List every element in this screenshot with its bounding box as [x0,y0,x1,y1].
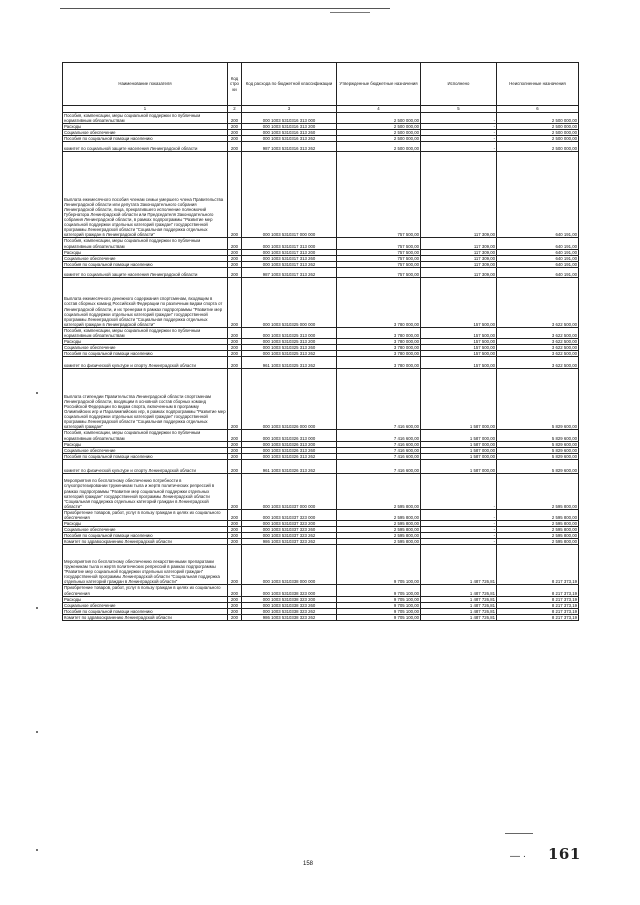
header-executed: Исполнено [421,63,497,106]
row-unexecuted: 3 622 500,00 [497,357,579,369]
row-line-code: 200 [228,255,242,261]
row-executed: 157 500,00 [421,357,497,369]
row-line-code: 200 [228,152,242,238]
row-approved: 7 416 600,00 [337,459,421,473]
row-approved: 3 780 000,00 [337,277,421,327]
row-executed: 1 487 726,81 [421,585,497,596]
row-executed: 1 487 726,81 [421,608,497,614]
row-name: Социальное обеспечение [63,255,228,261]
row-budget-code: 000 1003 5310338 323 262 [242,608,337,614]
column-number: 4 [337,106,421,113]
row-line-code: 200 [228,509,242,520]
row-executed: 1 487 726,81 [421,596,497,602]
sheet-stamp-number: 161 [548,845,581,863]
row-name: Социальное обеспечение [63,527,228,533]
row-approved: 9 705 100,00 [337,602,421,608]
row-budget-code: 000 1003 5310337 323 262 [242,533,337,539]
row-unexecuted: 640 191,00 [497,152,579,238]
table-row [63,459,579,473]
row-executed: - [421,124,497,130]
row-name: Расходы [63,441,228,447]
row-approved: 7 416 600,00 [337,430,421,441]
table-row [63,545,579,585]
row-approved: 3 780 000,00 [337,345,421,351]
row-name: комитет по социальной защите населения Ленинградской области [63,142,228,152]
row-approved: 2 595 800,00 [337,527,421,533]
row-line-code: 200 [228,596,242,602]
row-budget-code: 000 1003 5310317 313 200 [242,249,337,255]
row-executed: 1 587 000,00 [421,369,497,430]
header-indicator-name: Наименование показателя [63,63,228,106]
table-body [63,113,579,621]
row-budget-code: 000 1003 5310325 313 260 [242,345,337,351]
row-line-code: 200 [228,527,242,533]
table-header-row [63,63,579,106]
row-approved: 3 780 000,00 [337,357,421,369]
row-unexecuted: 8 217 373,19 [497,596,579,602]
row-unexecuted: 2 500 000,00 [497,142,579,152]
row-approved: 2 595 800,00 [337,509,421,520]
row-executed: 1 487 726,81 [421,602,497,608]
row-line-code: 200 [228,473,242,509]
row-line-code: 200 [228,585,242,596]
row-executed: - [421,130,497,136]
row-executed: - [421,539,497,545]
row-unexecuted: 8 217 373,19 [497,545,579,585]
header-budget-code: Код расхода по бюджетной классификации [242,63,337,106]
row-line-code: 200 [228,142,242,152]
row-approved: 757 500,00 [337,238,421,249]
row-approved: 7 416 600,00 [337,447,421,453]
table-row [63,473,579,509]
header-approved: Утвержденные бюджетные назначения [337,63,421,106]
row-approved: 2 595 800,00 [337,473,421,509]
row-executed: 1 487 726,81 [421,614,497,620]
row-name: Социальное обеспечение [63,447,228,453]
row-approved: 9 705 100,00 [337,545,421,585]
row-budget-code: 000 1003 5310317 000 000 [242,152,337,238]
row-line-code: 200 [228,136,242,142]
row-name: Социальное обеспечение [63,345,228,351]
row-executed: - [421,509,497,520]
row-approved: 757 500,00 [337,267,421,277]
top-rule [60,8,390,9]
row-line-code: 200 [228,267,242,277]
row-approved: 3 780 000,00 [337,339,421,345]
table-row [63,267,579,277]
row-executed: 117 309,00 [421,238,497,249]
row-budget-code: 961 1003 5310325 313 262 [242,357,337,369]
row-budget-code: 000 1003 5310317 313 262 [242,261,337,267]
row-line-code: 200 [228,238,242,249]
row-budget-code: 000 1003 5310316 313 000 [242,113,337,124]
row-unexecuted: 640 191,00 [497,249,579,255]
row-approved: 3 780 000,00 [337,327,421,338]
header-unexecuted: Неисполненные назначения [497,63,579,106]
margin-mark [36,392,38,394]
row-unexecuted: 5 829 600,00 [497,447,579,453]
row-unexecuted: 5 829 600,00 [497,369,579,430]
row-name: Мероприятия по бесплатному обеспечению потребности в слухопротезировании труженикам тыла и жертв политических репрессий в рамках подпрограммы "Развитие мер социальной поддержки отдельных категорий граждан" государственной программы Ленинградской области "Социальная поддержка отдельных категорий граждан в Ленинградской области" [63,473,228,509]
table-row [63,327,579,338]
row-budget-code: 000 1003 5310337 323 000 [242,509,337,520]
row-budget-code: 000 1003 5310326 313 000 [242,430,337,441]
row-name: Пособия, компенсации, меры социальной поддержки по публичным нормативным обязательствам [63,430,228,441]
row-budget-code: 000 1003 5310326 000 000 [242,369,337,430]
row-budget-code: 000 1003 5310325 313 200 [242,339,337,345]
row-line-code: 200 [228,277,242,327]
row-budget-code: 000 1003 5310316 313 200 [242,124,337,130]
row-unexecuted: 8 217 373,19 [497,608,579,614]
row-name: Выплата стипендии Правительства Ленинградской области спортсменам Ленинградской области, входящим в основной состав сборных команд Российской Федерации по видам спорта, включенным в программу Олимпийских игр и Паралимпийских игр, в рамках подпрограммы "Развитие мер социальной поддержки отдельных категорий граждан" государственной программы Ленинградской области "Социальная поддержка отдельных категорий граждан" [63,369,228,430]
row-name: Мероприятия по бесплатному обеспечению лекарственными препаратами труженикам тыла и жертв политических репрессий в рамках подпрограммы "Развитие мер социальной поддержки отдельных категорий граждан" государственной программы Ленинградской области "Социальная поддержка отдельных категорий граждан в Ленинградской области" [63,545,228,585]
row-approved: 757 500,00 [337,261,421,267]
table-row [63,152,579,238]
column-number: 1 [63,106,228,113]
row-line-code: 200 [228,545,242,585]
column-number-row [63,106,579,113]
row-executed: 157 500,00 [421,277,497,327]
row-line-code: 200 [228,124,242,130]
row-executed: 157 500,00 [421,327,497,338]
row-name: комитет по физической культуре и спорту Ленинградской области [63,459,228,473]
row-line-code: 200 [228,521,242,527]
row-approved: 2 500 000,00 [337,142,421,152]
stamp-mark: — · [510,851,527,862]
row-budget-code: 000 1003 5310338 323 000 [242,585,337,596]
table-row [63,585,579,596]
row-unexecuted: 5 829 600,00 [497,453,579,459]
row-unexecuted: 8 217 373,19 [497,602,579,608]
row-executed: 1 587 000,00 [421,447,497,453]
row-approved: 7 416 600,00 [337,369,421,430]
row-executed: - [421,533,497,539]
table-row [63,277,579,327]
row-line-code: 200 [228,539,242,545]
row-executed: 1 587 000,00 [421,441,497,447]
row-name: Расходы [63,521,228,527]
row-name: Социальное обеспечение [63,602,228,608]
row-budget-code: 000 1003 5310338 000 000 [242,545,337,585]
row-budget-code: 000 1003 5310326 313 262 [242,453,337,459]
margin-mark [36,731,38,733]
page-number: 158 [303,861,314,867]
row-line-code: 200 [228,447,242,453]
row-executed: - [421,113,497,124]
row-budget-code: 000 1003 5310325 313 262 [242,351,337,357]
row-unexecuted: 8 217 373,19 [497,585,579,596]
row-approved: 9 705 100,00 [337,596,421,602]
row-executed: 157 500,00 [421,339,497,345]
table-row [63,430,579,441]
row-approved: 757 500,00 [337,255,421,261]
column-number: 3 [242,106,337,113]
row-executed: 1 587 000,00 [421,453,497,459]
table-row [63,113,579,124]
row-executed: 117 309,00 [421,255,497,261]
row-unexecuted: 2 500 000,00 [497,113,579,124]
table-row [63,357,579,369]
row-line-code: 200 [228,602,242,608]
row-executed: 1 587 000,00 [421,459,497,473]
row-executed: 117 309,00 [421,261,497,267]
row-line-code: 200 [228,261,242,267]
row-name: Пособия по социальной помощи населению [63,136,228,142]
row-approved: 757 500,00 [337,249,421,255]
row-unexecuted: 2 500 000,00 [497,130,579,136]
row-line-code: 200 [228,351,242,357]
row-unexecuted: 2 595 800,00 [497,521,579,527]
row-budget-code: 000 1003 5310338 323 200 [242,596,337,602]
row-budget-code: 986 1003 5310338 323 262 [242,614,337,620]
row-unexecuted: 2 595 800,00 [497,533,579,539]
row-budget-code: 000 1003 5310317 313 000 [242,238,337,249]
row-budget-code: 000 1003 5310337 323 260 [242,527,337,533]
row-line-code: 200 [228,339,242,345]
row-approved: 3 780 000,00 [337,351,421,357]
row-name: Пособия, компенсации, меры социальной поддержки по публичным нормативным обязательствам [63,113,228,124]
row-unexecuted: 5 829 600,00 [497,441,579,447]
row-name: Расходы [63,339,228,345]
row-line-code: 200 [228,614,242,620]
row-executed: - [421,142,497,152]
row-name: комитет по социальной защите населения Ленинградской области [63,267,228,277]
row-executed: - [421,527,497,533]
margin-mark [36,849,38,851]
row-approved: 9 705 100,00 [337,608,421,614]
row-approved: 2 595 800,00 [337,539,421,545]
column-number: 6 [497,106,579,113]
row-approved: 2 500 000,00 [337,130,421,136]
row-unexecuted: 3 622 500,00 [497,339,579,345]
row-line-code: 200 [228,249,242,255]
row-line-code: 200 [228,345,242,351]
row-budget-code: 000 1003 5310325 000 000 [242,277,337,327]
row-executed: 117 309,00 [421,267,497,277]
row-unexecuted: 3 622 500,00 [497,351,579,357]
table-row [63,509,579,520]
row-approved: 2 595 800,00 [337,533,421,539]
header-line-code: Код стро ки [228,63,242,106]
row-executed: 117 309,00 [421,249,497,255]
table-row [63,614,579,620]
top-rule-short [330,12,370,13]
row-name: Выплата ежемесячного денежного содержания спортсменам, входящим в состав сборных команд Российской Федерации по различным видам спорта от Ленинградской области, и их тренерам в рамках подпрограммы "Развитие мер социальной поддержки отдельных категорий граждан" государственной программы Ленинградской области "Социальная поддержка отдельных категорий граждан в Ленинградской области" [63,277,228,327]
row-name: Пособия по социальной помощи населению [63,533,228,539]
row-unexecuted: 3 622 500,00 [497,345,579,351]
row-unexecuted: 640 191,00 [497,238,579,249]
row-line-code: 200 [228,533,242,539]
budget-execution-table [62,62,579,621]
row-executed: - [421,136,497,142]
row-name: Приобретение товаров, работ, услуг в пользу граждан в целях их социального обеспечения [63,509,228,520]
row-line-code: 200 [228,130,242,136]
row-name: Пособия по социальной помощи населению [63,453,228,459]
row-name: Комитет по здравоохранению Ленинградской области [63,539,228,545]
row-budget-code: 000 1003 5310316 313 262 [242,136,337,142]
row-budget-code: 000 1003 5310337 323 200 [242,521,337,527]
row-unexecuted: 2 595 800,00 [497,539,579,545]
row-unexecuted: 2 595 800,00 [497,509,579,520]
row-approved: 2 500 000,00 [337,136,421,142]
table-row [63,142,579,152]
row-name: Расходы [63,596,228,602]
row-budget-code: 000 1003 5310326 313 260 [242,447,337,453]
row-unexecuted: 5 829 600,00 [497,430,579,441]
row-name: Комитет по здравоохранению Ленинградской области [63,614,228,620]
row-name: Выплата ежемесячного пособия членам семьи умершего члена Правительства Ленинградской области или депутата Законодательного собрания Ленинградской области, лица, прекратившего исполнение полномочий Губернатора Ленинградской области или Председателя Законодательного собрания Ленинградской области, в рамках подпрограммы "Развитие мер социальной поддержки отдельных категорий граждан" государственной программы Ленинградской области "Социальная поддержка отдельных категорий граждан в Ленинградской области" [63,152,228,238]
row-name: комитет по физической культуре и спорту Ленинградской области [63,357,228,369]
column-number: 2 [228,106,242,113]
row-unexecuted: 2 500 000,00 [497,124,579,130]
row-executed: 1 487 726,81 [421,545,497,585]
row-budget-code: 961 1003 5310326 313 262 [242,459,337,473]
row-unexecuted: 2 500 000,00 [497,136,579,142]
row-line-code: 200 [228,608,242,614]
row-unexecuted: 8 217 373,19 [497,614,579,620]
row-name: Социальное обеспечение [63,130,228,136]
row-line-code: 200 [228,459,242,473]
row-approved: 2 595 800,00 [337,521,421,527]
row-unexecuted: 5 829 600,00 [497,459,579,473]
row-approved: 7 416 600,00 [337,441,421,447]
row-name: Пособия, компенсации, меры социальной поддержки по публичным нормативным обязательствам [63,238,228,249]
row-budget-code: 000 1003 5310316 313 260 [242,130,337,136]
row-executed: - [421,473,497,509]
row-name: Приобретение товаров, работ, услуг в пользу граждан в целях их социального обеспечения [63,585,228,596]
row-name: Расходы [63,249,228,255]
row-name: Пособия по социальной помощи населению [63,351,228,357]
row-unexecuted: 640 191,00 [497,261,579,267]
row-budget-code: 000 1003 5310317 313 260 [242,255,337,261]
row-budget-code: 987 1003 5310317 313 262 [242,267,337,277]
row-line-code: 200 [228,430,242,441]
row-unexecuted: 3 622 500,00 [497,327,579,338]
row-name: Пособия по социальной помощи населению [63,261,228,267]
row-unexecuted: 2 595 800,00 [497,473,579,509]
row-budget-code: 000 1003 5310325 313 000 [242,327,337,338]
row-executed: 157 500,00 [421,351,497,357]
row-line-code: 200 [228,369,242,430]
row-budget-code: 986 1003 5310337 323 262 [242,539,337,545]
signature-stroke [505,833,533,834]
row-line-code: 200 [228,357,242,369]
row-approved: 7 416 600,00 [337,453,421,459]
row-approved: 9 705 100,00 [337,614,421,620]
row-budget-code: 000 1003 5310326 313 200 [242,441,337,447]
table-row [63,369,579,430]
column-number: 5 [421,106,497,113]
row-approved: 2 500 000,00 [337,113,421,124]
row-budget-code: 987 1003 5310316 313 262 [242,142,337,152]
row-approved: 9 705 100,00 [337,585,421,596]
row-executed: 157 500,00 [421,345,497,351]
table-row [63,238,579,249]
row-executed: 1 587 000,00 [421,430,497,441]
row-line-code: 200 [228,327,242,338]
row-approved: 757 500,00 [337,152,421,238]
row-budget-code: 000 1003 5310338 323 260 [242,602,337,608]
row-line-code: 200 [228,441,242,447]
row-executed: - [421,521,497,527]
row-unexecuted: 640 191,00 [497,267,579,277]
row-name: Пособия по социальной помощи населению [63,608,228,614]
row-unexecuted: 640 191,00 [497,255,579,261]
row-name: Расходы [63,124,228,130]
row-unexecuted: 2 595 800,00 [497,527,579,533]
row-line-code: 200 [228,453,242,459]
row-line-code: 200 [228,113,242,124]
row-executed: 117 309,00 [421,152,497,238]
margin-mark [36,607,38,609]
row-name: Пособия, компенсации, меры социальной поддержки по публичным нормативным обязательствам [63,327,228,338]
row-budget-code: 000 1003 5310337 000 000 [242,473,337,509]
row-unexecuted: 3 622 500,00 [497,277,579,327]
row-approved: 2 500 000,00 [337,124,421,130]
